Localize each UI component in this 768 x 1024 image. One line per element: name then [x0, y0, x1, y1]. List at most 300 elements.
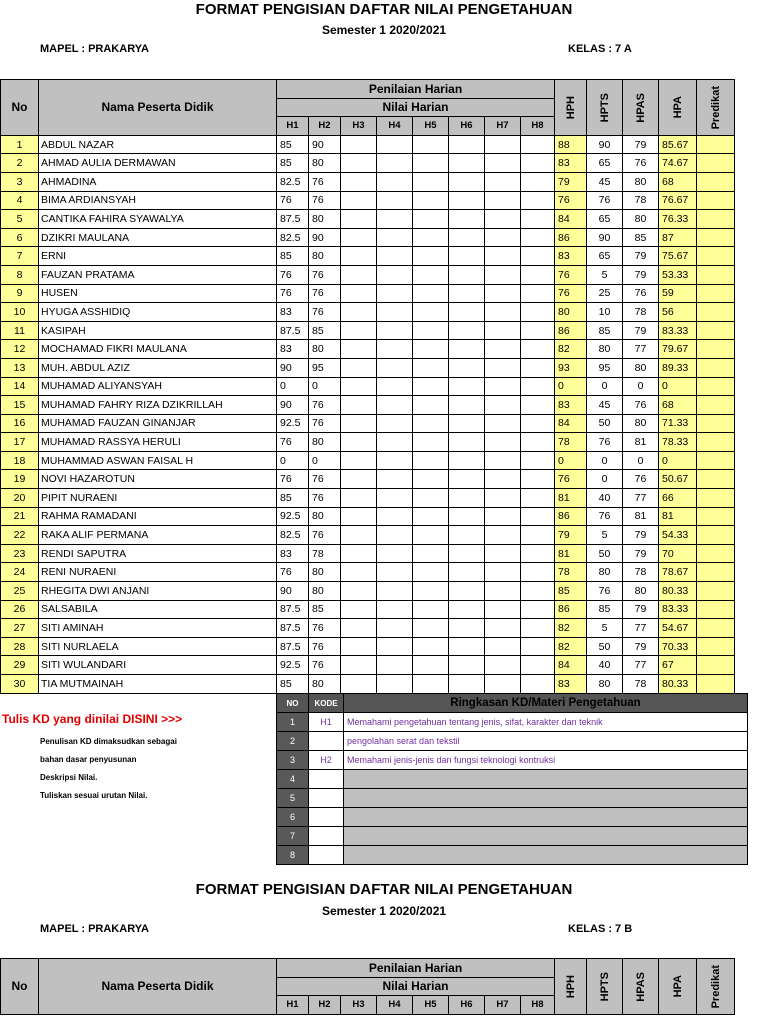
table-row — [1, 284, 735, 303]
h2-cell: 76 — [309, 656, 341, 675]
hpa-cell: 85.67 — [659, 135, 697, 154]
predikat-cell — [697, 321, 735, 340]
hpas-cell: 76 — [623, 396, 659, 415]
h2-cell: 80 — [309, 675, 341, 694]
kd-kode-header: KODE — [309, 694, 344, 713]
h5-cell — [413, 451, 449, 470]
row-number: 23 — [1, 544, 39, 563]
predikat-cell — [697, 191, 735, 210]
row-number: 25 — [1, 582, 39, 601]
h8-cell — [521, 377, 555, 396]
kd-no-header: NO — [277, 694, 309, 713]
row-number: 12 — [1, 340, 39, 359]
h5-cell — [413, 489, 449, 508]
hpas-cell: 80 — [623, 582, 659, 601]
h8-cell — [521, 414, 555, 433]
h3-cell — [341, 377, 377, 396]
h5-cell — [413, 210, 449, 229]
h7-cell — [485, 451, 521, 470]
hpa-cell: 89.33 — [659, 358, 697, 377]
predikat-cell — [697, 451, 735, 470]
kd-row-number: 7 — [277, 827, 309, 846]
header-h4: H4 — [377, 117, 413, 136]
predikat-cell — [697, 303, 735, 322]
h2-cell: 76 — [309, 191, 341, 210]
h6-cell — [449, 284, 485, 303]
hpts-cell: 5 — [587, 265, 623, 284]
kd-description-cell — [344, 846, 748, 865]
h1-cell: 76 — [277, 470, 309, 489]
h7-cell — [485, 321, 521, 340]
h7-cell — [485, 135, 521, 154]
h8-cell — [521, 210, 555, 229]
hpas-cell: 77 — [623, 340, 659, 359]
h5-cell — [413, 265, 449, 284]
hpa-cell: 0 — [659, 451, 697, 470]
h7-cell — [485, 507, 521, 526]
predikat-cell — [697, 526, 735, 545]
hpas-cell: 77 — [623, 489, 659, 508]
header-hpa: HPA — [659, 959, 697, 1015]
kd-description-cell — [344, 808, 748, 827]
student-name: FAUZAN PRATAMA — [39, 265, 277, 284]
hph-cell: 83 — [555, 247, 587, 266]
h3-cell — [341, 526, 377, 545]
table-row — [1, 619, 735, 638]
table-row — [1, 414, 735, 433]
predikat-cell — [697, 582, 735, 601]
hpts-cell: 40 — [587, 489, 623, 508]
h8-cell — [521, 303, 555, 322]
h1-cell: 76 — [277, 563, 309, 582]
predikat-cell — [697, 284, 735, 303]
header-hpa: HPA — [659, 80, 697, 136]
h3-cell — [341, 191, 377, 210]
row-number: 4 — [1, 191, 39, 210]
hpts-cell: 45 — [587, 396, 623, 415]
h8-cell — [521, 340, 555, 359]
semester-label: Semester 1 2020/2021 — [321, 23, 447, 37]
row-number: 21 — [1, 507, 39, 526]
kd-kode-cell — [309, 732, 344, 751]
hpa-cell: 78.33 — [659, 433, 697, 452]
h2-cell: 80 — [309, 563, 341, 582]
table-row — [1, 396, 735, 415]
hpts-cell: 5 — [587, 526, 623, 545]
h5-cell — [413, 154, 449, 173]
student-name: MUHAMAD FAUZAN GINANJAR — [39, 414, 277, 433]
h4-cell — [377, 600, 413, 619]
h7-cell — [485, 228, 521, 247]
student-name: PIPIT NURAENI — [39, 489, 277, 508]
predikat-cell — [697, 675, 735, 694]
h5-cell — [413, 656, 449, 675]
h8-cell — [521, 172, 555, 191]
h1-cell: 82.5 — [277, 228, 309, 247]
kd-row-number: 4 — [277, 770, 309, 789]
h2-cell: 76 — [309, 489, 341, 508]
student-name: HUSEN — [39, 284, 277, 303]
predikat-cell — [697, 470, 735, 489]
h8-cell — [521, 396, 555, 415]
student-name: ABDUL NAZAR — [39, 135, 277, 154]
predikat-cell — [697, 172, 735, 191]
kd-row — [277, 808, 748, 827]
hpas-cell: 81 — [623, 507, 659, 526]
h4-cell — [377, 321, 413, 340]
hph-cell: 82 — [555, 340, 587, 359]
h1-cell: 87.5 — [277, 619, 309, 638]
h1-cell: 82.5 — [277, 526, 309, 545]
h6-cell — [449, 396, 485, 415]
h8-cell — [521, 135, 555, 154]
hph-cell: 76 — [555, 470, 587, 489]
h2-cell: 76 — [309, 303, 341, 322]
header-nilai-harian: Nilai Harian — [277, 98, 555, 117]
h6-cell — [449, 135, 485, 154]
h3-cell — [341, 210, 377, 229]
h7-cell — [485, 265, 521, 284]
student-name: BIMA ARDIANSYAH — [39, 191, 277, 210]
hph-cell: 81 — [555, 489, 587, 508]
hph-cell: 83 — [555, 396, 587, 415]
header-h6: H6 — [449, 117, 485, 136]
h2-cell: 76 — [309, 265, 341, 284]
h1-cell: 92.5 — [277, 414, 309, 433]
table-row — [1, 526, 735, 545]
h7-cell — [485, 247, 521, 266]
h6-cell — [449, 619, 485, 638]
header-h3: H3 — [341, 996, 377, 1015]
table-row — [1, 228, 735, 247]
hpas-cell: 79 — [623, 600, 659, 619]
row-number: 19 — [1, 470, 39, 489]
h3-cell — [341, 414, 377, 433]
h6-cell — [449, 544, 485, 563]
header-no: No — [1, 959, 39, 1015]
h5-cell — [413, 433, 449, 452]
h3-cell — [341, 396, 377, 415]
predikat-cell — [697, 377, 735, 396]
h5-cell — [413, 582, 449, 601]
hpts-cell: 76 — [587, 507, 623, 526]
student-name: RENDI SAPUTRA — [39, 544, 277, 563]
h1-cell: 83 — [277, 340, 309, 359]
hph-cell: 88 — [555, 135, 587, 154]
h7-cell — [485, 675, 521, 694]
header-hpts: HPTS — [587, 80, 623, 136]
h1-cell: 90 — [277, 396, 309, 415]
predikat-cell — [697, 210, 735, 229]
h2-cell: 80 — [309, 433, 341, 452]
h8-cell — [521, 228, 555, 247]
row-number: 5 — [1, 210, 39, 229]
h3-cell — [341, 247, 377, 266]
h6-cell — [449, 210, 485, 229]
h7-cell — [485, 433, 521, 452]
h7-cell — [485, 563, 521, 582]
h7-cell — [485, 172, 521, 191]
row-number: 26 — [1, 600, 39, 619]
hpts-cell: 95 — [587, 358, 623, 377]
hpa-cell: 83.33 — [659, 600, 697, 619]
h3-cell — [341, 563, 377, 582]
hpts-cell: 80 — [587, 563, 623, 582]
instruction-line: Deskripsi Nilai. — [40, 773, 98, 782]
hpa-cell: 59 — [659, 284, 697, 303]
instruction-line: Penulisan KD dimaksudkan sebagai — [40, 737, 177, 746]
kd-row — [277, 846, 748, 865]
hpa-cell: 74.67 — [659, 154, 697, 173]
kd-title: Ringkasan KD/Materi Pengetahuan — [344, 694, 748, 713]
hpas-cell: 79 — [623, 247, 659, 266]
h4-cell — [377, 489, 413, 508]
table-row — [1, 191, 735, 210]
h8-cell — [521, 656, 555, 675]
h8-cell — [521, 451, 555, 470]
h1-cell: 90 — [277, 358, 309, 377]
hpts-cell: 0 — [587, 377, 623, 396]
h4-cell — [377, 619, 413, 638]
h6-cell — [449, 191, 485, 210]
kelas-label: KELAS : 7 A — [568, 43, 632, 55]
hph-cell: 93 — [555, 358, 587, 377]
hpts-cell: 76 — [587, 191, 623, 210]
hpts-cell: 40 — [587, 656, 623, 675]
hpts-cell: 5 — [587, 619, 623, 638]
h2-cell: 95 — [309, 358, 341, 377]
hph-cell: 0 — [555, 451, 587, 470]
h4-cell — [377, 507, 413, 526]
header-h2: H2 — [309, 996, 341, 1015]
kd-description-cell: Memahami jenis-jenis dan fungsi teknologi kontruksi — [344, 751, 748, 770]
student-name: TIA MUTMAINAH — [39, 675, 277, 694]
hpts-cell: 50 — [587, 414, 623, 433]
kd-description-cell: pengolahan serat dan tekstil — [344, 732, 748, 751]
h4-cell — [377, 340, 413, 359]
h2-cell: 80 — [309, 247, 341, 266]
hpa-cell: 78.67 — [659, 563, 697, 582]
header-h7: H7 — [485, 117, 521, 136]
h7-cell — [485, 582, 521, 601]
row-number: 11 — [1, 321, 39, 340]
table-row — [1, 470, 735, 489]
h3-cell — [341, 340, 377, 359]
h2-cell: 76 — [309, 637, 341, 656]
h6-cell — [449, 433, 485, 452]
h1-cell: 85 — [277, 489, 309, 508]
student-name: NOVI HAZAROTUN — [39, 470, 277, 489]
row-number: 30 — [1, 675, 39, 694]
hph-cell: 76 — [555, 284, 587, 303]
h4-cell — [377, 247, 413, 266]
h3-cell — [341, 489, 377, 508]
kd-kode-cell — [309, 789, 344, 808]
hpas-cell: 81 — [623, 433, 659, 452]
hph-cell: 0 — [555, 377, 587, 396]
h2-cell: 78 — [309, 544, 341, 563]
h2-cell: 85 — [309, 600, 341, 619]
h4-cell — [377, 396, 413, 415]
h6-cell — [449, 656, 485, 675]
h1-cell: 87.5 — [277, 321, 309, 340]
hpa-cell: 70 — [659, 544, 697, 563]
kd-kode-cell: H2 — [309, 751, 344, 770]
hph-cell: 86 — [555, 228, 587, 247]
h8-cell — [521, 637, 555, 656]
h1-cell: 85 — [277, 135, 309, 154]
h5-cell — [413, 600, 449, 619]
student-name: RAHMA RAMADANI — [39, 507, 277, 526]
h1-cell: 0 — [277, 377, 309, 396]
h8-cell — [521, 358, 555, 377]
row-number: 9 — [1, 284, 39, 303]
hpa-cell: 81 — [659, 507, 697, 526]
h6-cell — [449, 451, 485, 470]
h3-cell — [341, 637, 377, 656]
hpas-cell: 76 — [623, 154, 659, 173]
predikat-cell — [697, 563, 735, 582]
hpas-cell: 78 — [623, 563, 659, 582]
kd-description-cell: Memahami pengetahuan tentang jenis, sifat, karakter dan teknik — [344, 713, 748, 732]
table-row — [1, 433, 735, 452]
h1-cell: 87.5 — [277, 637, 309, 656]
h8-cell — [521, 433, 555, 452]
h2-cell: 76 — [309, 396, 341, 415]
hph-cell: 78 — [555, 433, 587, 452]
kd-row-number: 1 — [277, 713, 309, 732]
kd-description-cell — [344, 789, 748, 808]
h1-cell: 76 — [277, 191, 309, 210]
student-name: CANTIKA FAHIRA SYAWALYA — [39, 210, 277, 229]
h6-cell — [449, 172, 485, 191]
h5-cell — [413, 358, 449, 377]
h3-cell — [341, 544, 377, 563]
predikat-cell — [697, 340, 735, 359]
hpas-cell: 0 — [623, 377, 659, 396]
kd-row — [277, 827, 748, 846]
hpa-cell: 56 — [659, 303, 697, 322]
hpa-cell: 80.33 — [659, 675, 697, 694]
h4-cell — [377, 675, 413, 694]
hpts-cell: 90 — [587, 135, 623, 154]
h1-cell: 76 — [277, 265, 309, 284]
h5-cell — [413, 303, 449, 322]
h2-cell: 80 — [309, 340, 341, 359]
sheet2-grade-table — [0, 958, 735, 1015]
sheet2-semester-label: Semester 1 2020/2021 — [321, 904, 447, 918]
h3-cell — [341, 228, 377, 247]
h5-cell — [413, 507, 449, 526]
hpts-cell: 85 — [587, 600, 623, 619]
hpts-cell: 85 — [587, 321, 623, 340]
row-number: 2 — [1, 154, 39, 173]
hph-cell: 83 — [555, 154, 587, 173]
hpas-cell: 0 — [623, 451, 659, 470]
header-h2: H2 — [309, 117, 341, 136]
h6-cell — [449, 265, 485, 284]
h8-cell — [521, 582, 555, 601]
sheet2-title: FORMAT PENGISIAN DAFTAR NILAI PENGETAHUAN — [195, 881, 573, 898]
h7-cell — [485, 396, 521, 415]
h4-cell — [377, 135, 413, 154]
h5-cell — [413, 526, 449, 545]
mapel-label: MAPEL : PRAKARYA — [40, 43, 149, 55]
table-row — [1, 135, 735, 154]
predikat-cell — [697, 637, 735, 656]
hpa-cell: 70.33 — [659, 637, 697, 656]
row-number: 27 — [1, 619, 39, 638]
h4-cell — [377, 451, 413, 470]
h6-cell — [449, 247, 485, 266]
student-name: KASIPAH — [39, 321, 277, 340]
hph-cell: 76 — [555, 265, 587, 284]
hph-cell: 82 — [555, 619, 587, 638]
h4-cell — [377, 563, 413, 582]
h3-cell — [341, 321, 377, 340]
h2-cell: 76 — [309, 414, 341, 433]
hpas-cell: 79 — [623, 265, 659, 284]
hph-cell: 84 — [555, 656, 587, 675]
h4-cell — [377, 228, 413, 247]
header-hpas: HPAS — [623, 959, 659, 1015]
student-name: MOCHAMAD FIKRI MAULANA — [39, 340, 277, 359]
h7-cell — [485, 377, 521, 396]
student-rows — [1, 135, 735, 693]
hph-cell: 86 — [555, 600, 587, 619]
h7-cell — [485, 656, 521, 675]
student-name: SITI AMINAH — [39, 619, 277, 638]
h6-cell — [449, 228, 485, 247]
kd-row-number: 5 — [277, 789, 309, 808]
student-name: MUHAMAD ALIYANSYAH — [39, 377, 277, 396]
h4-cell — [377, 172, 413, 191]
h4-cell — [377, 414, 413, 433]
header-h8: H8 — [521, 117, 555, 136]
h7-cell — [485, 637, 521, 656]
hpts-cell: 0 — [587, 470, 623, 489]
predikat-cell — [697, 656, 735, 675]
student-name: SITI WULANDARI — [39, 656, 277, 675]
hpa-cell: 50.67 — [659, 470, 697, 489]
table-row — [1, 582, 735, 601]
row-number: 8 — [1, 265, 39, 284]
kd-row — [277, 713, 748, 732]
header-penilaian-harian: Penilaian Harian — [277, 959, 555, 978]
h5-cell — [413, 619, 449, 638]
h3-cell — [341, 675, 377, 694]
predikat-cell — [697, 154, 735, 173]
row-number: 14 — [1, 377, 39, 396]
h6-cell — [449, 414, 485, 433]
h3-cell — [341, 656, 377, 675]
hpas-cell: 79 — [623, 526, 659, 545]
h4-cell — [377, 154, 413, 173]
row-number: 15 — [1, 396, 39, 415]
h4-cell — [377, 637, 413, 656]
instruction-line: Tuliskan sesuai urutan Nilai. — [40, 791, 148, 800]
hpa-cell: 79.67 — [659, 340, 697, 359]
header-predikat: Predikat — [697, 80, 735, 136]
hpts-cell: 90 — [587, 228, 623, 247]
sheet2-mapel-label: MAPEL : PRAKARYA — [40, 923, 149, 935]
hpts-cell: 10 — [587, 303, 623, 322]
h7-cell — [485, 284, 521, 303]
header-h5: H5 — [413, 117, 449, 136]
predikat-cell — [697, 507, 735, 526]
h6-cell — [449, 377, 485, 396]
h1-cell: 92.5 — [277, 507, 309, 526]
